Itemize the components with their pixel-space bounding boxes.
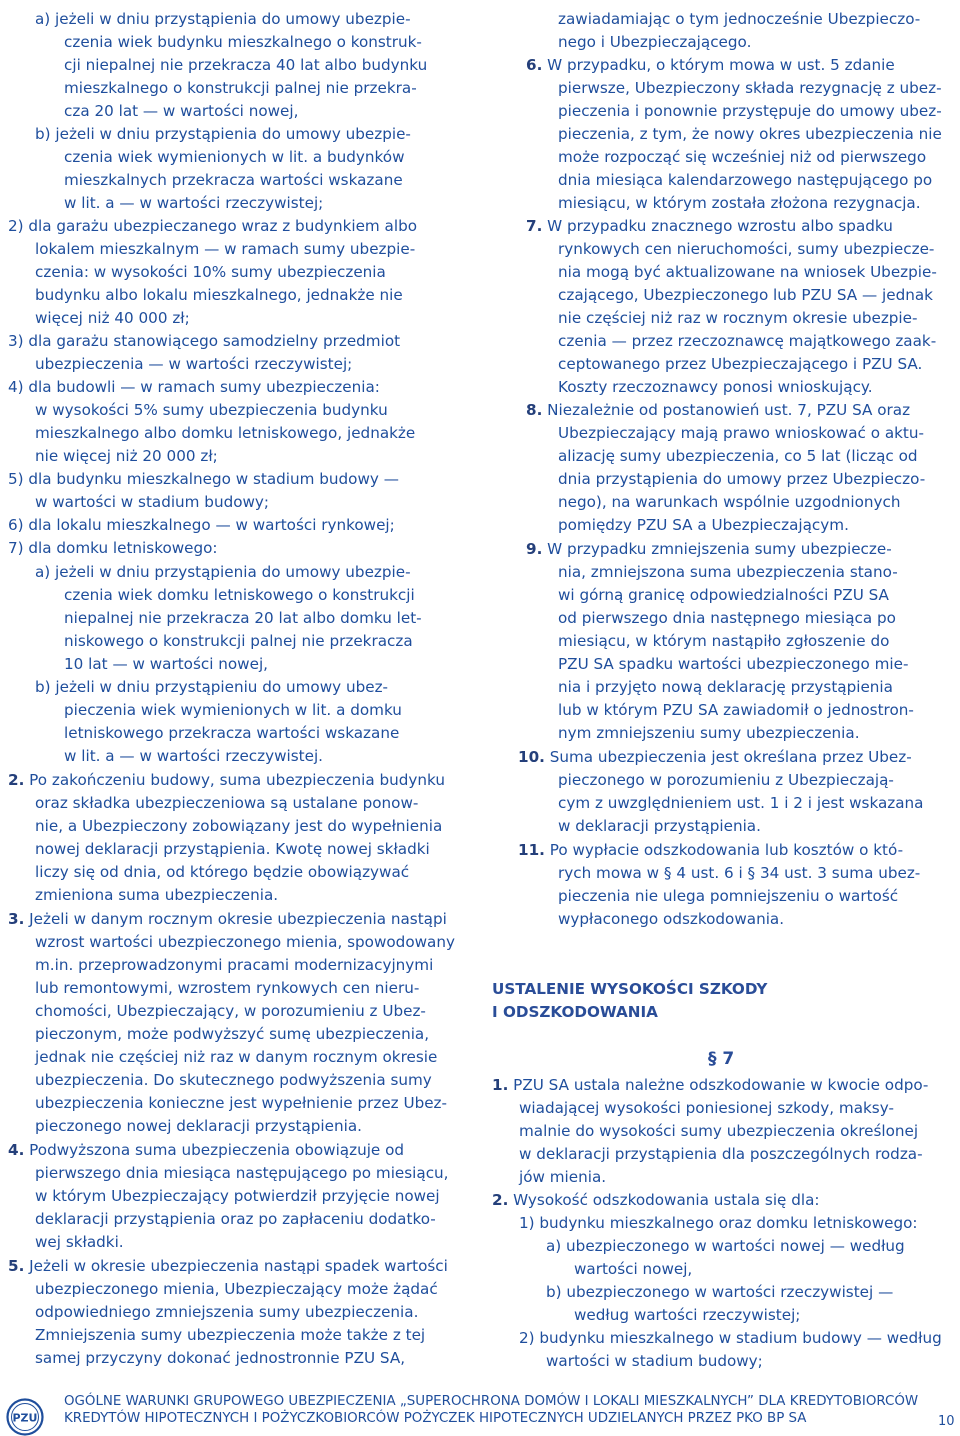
- line-text: W przypadku znacznego wzrostu albo spadku: [547, 217, 893, 235]
- line-text: Jeżeli w okresie ubezpieczenia nastąpi spadek wartości: [29, 1257, 448, 1275]
- text-line: [558, 676, 893, 699]
- text-line: [64, 699, 402, 722]
- line-text: pieczenia nie ulega pomniejszeniu o wartość: [558, 887, 899, 905]
- line-text: 5) dla budynku mieszkalnego w stadium budowy —: [8, 470, 399, 488]
- line-text: PZU SA spadku wartości ubezpieczonego mie-: [558, 655, 909, 673]
- text-line: [8, 769, 445, 792]
- text-line: [64, 77, 417, 100]
- text-line: [558, 100, 942, 123]
- line-text: rynkowych cen nieruchomości, sumy ubezpiecze-: [558, 240, 935, 258]
- line-text: ceptowanego przez Ubezpieczającego i PZU SA.: [558, 355, 923, 373]
- text-line: [558, 376, 873, 399]
- line-text: od pierwszego dnia następnego miesiąca po: [558, 609, 896, 627]
- text-line: [546, 1281, 893, 1304]
- text-line: [558, 146, 926, 169]
- line-text: ubezpieczenia — w wartości rzeczywistej;: [35, 355, 353, 373]
- text-line: [35, 1231, 124, 1254]
- text-line: [35, 307, 190, 330]
- line-text: 2) budynku mieszkalnego w stadium budowy — według: [519, 1329, 942, 1347]
- item-number: 7.: [526, 217, 543, 235]
- line-text: a) jeżeli w dniu przystąpienia do umowy ubezpie-: [35, 10, 411, 28]
- text-line: [64, 146, 405, 169]
- line-text: ubezpieczenia konieczne jest wypełnienie przez Ubez-: [35, 1094, 448, 1112]
- text-line: [35, 977, 419, 1000]
- line-text: wartości w stadium budowy;: [546, 1352, 763, 1370]
- line-text: liczy się od dnia, od którego będzie obowiązywać: [35, 863, 410, 881]
- text-line: [558, 8, 920, 31]
- text-line: [35, 284, 403, 307]
- line-text: w lit. a — w wartości rzeczywistej.: [64, 747, 323, 765]
- text-line: [35, 954, 433, 977]
- line-text: samej przyczyny dokonać jednostronnie PZU SA,: [35, 1349, 406, 1367]
- line-text: chomości, Ubezpieczający, w porozumieniu z Ubez-: [35, 1002, 426, 1020]
- text-line: [64, 192, 323, 215]
- text-line: [558, 123, 942, 146]
- line-text: letniskowego przekracza wartości wskazane: [64, 724, 400, 742]
- text-line: [35, 422, 415, 445]
- text-line: [35, 491, 269, 514]
- line-text: ubezpieczenia. Do skutecznego podwyższenia sumy: [35, 1071, 432, 1089]
- text-line: [519, 1143, 923, 1166]
- line-text: zmieniona suma ubezpieczenia.: [35, 886, 279, 904]
- line-text: Po wypłacie odszkodowania lub kosztów o któ-: [549, 841, 904, 859]
- line-text: b) ubezpieczonego w wartości rzeczywistej —: [546, 1283, 894, 1301]
- line-text: budynku albo lokalu mieszkalnego, jednakże nie: [35, 286, 403, 304]
- line-text: Koszty rzeczoznawcy ponosi wnioskujący.: [558, 378, 873, 396]
- text-line: [35, 1208, 436, 1231]
- line-text: cji niepalnej nie przekracza 40 lat albo budynku: [64, 56, 428, 74]
- line-text: dnia miesiąca kalendarzowego następującego po: [558, 171, 933, 189]
- line-text: pierwsze, Ubezpieczony składa rezygnację z ubez-: [558, 79, 942, 97]
- line-text: pieczenia wiek wymienionych w lit. a domku: [64, 701, 402, 719]
- line-text: m.in. przeprowadzonymi pracami modernizacyjnymi: [35, 956, 434, 974]
- text-line: [492, 1189, 820, 1212]
- text-line: [492, 1074, 928, 1097]
- line-text: ubezpieczonego mienia, Ubezpieczający może żądać: [35, 1280, 438, 1298]
- text-line: [558, 422, 924, 445]
- line-text: 4) dla budowli — w ramach sumy ubezpieczenia:: [8, 378, 380, 396]
- line-text: nym zmniejszeniu sumy ubezpieczenia.: [558, 724, 860, 742]
- line-text: lokalem mieszkalnym — w ramach sumy ubezpie-: [35, 240, 416, 258]
- line-text: 7) dla domku letniskowego:: [8, 539, 218, 557]
- line-text: 1) budynku mieszkalnego oraz domku letniskowego:: [519, 1214, 918, 1232]
- pzu-logo-icon: [6, 1398, 44, 1436]
- text-line: [64, 745, 323, 768]
- text-line: [64, 54, 427, 77]
- text-line: [8, 908, 447, 931]
- text-line: [558, 468, 925, 491]
- text-line: [558, 862, 920, 885]
- line-text: wartości nowej,: [574, 1260, 693, 1278]
- item-number: 5.: [8, 1257, 25, 1275]
- line-text: zawiadamiając o tym jednocześnie Ubezpieczo-: [558, 10, 921, 28]
- text-line: [64, 607, 422, 630]
- line-text: czenia — przez rzeczoznawcę majątkowego zaak-: [558, 332, 937, 350]
- line-text: wi górną granicę odpowiedzialności PZU SA: [558, 586, 889, 604]
- line-text: w wysokości 5% sumy ubezpieczenia budynku: [35, 401, 388, 419]
- text-line: [558, 169, 932, 192]
- line-text: w deklaracji przystąpienia dla poszczególnych rodza-: [519, 1145, 923, 1163]
- line-text: w deklaracji przystąpienia.: [558, 817, 761, 835]
- line-text: § 7: [708, 1049, 735, 1069]
- text-line: [35, 445, 218, 468]
- line-text: 3) dla garażu stanowiącego samodzielny przedmiot: [8, 332, 401, 350]
- text-line: [35, 1278, 438, 1301]
- text-line: [35, 123, 411, 146]
- line-text: więcej niż 40 000 zł;: [35, 309, 190, 327]
- text-line: [558, 192, 921, 215]
- text-line: [558, 261, 937, 284]
- line-text: czenia wiek budynku mieszkalnego o konstruk-: [64, 33, 422, 51]
- line-text: Po zakończeniu budowy, suma ubezpieczenia budynku: [29, 771, 445, 789]
- footer-title-line-2: KREDYTÓW HIPOTECZNYCH I POŻYCZKOBIORCÓW POŻYCZEK HIPOTECZNYCH UDZIELANYCH PRZEZ PKO BP SA: [64, 1411, 807, 1426]
- text-line: [558, 653, 908, 676]
- item-number: 2.: [492, 1191, 509, 1209]
- line-text: jów mienia.: [519, 1168, 607, 1186]
- text-line: [8, 376, 380, 399]
- text-line: [558, 353, 922, 376]
- line-text: miesiącu, w którym nastąpiło zgłoszenie do: [558, 632, 890, 650]
- line-text: czenia: w wysokości 10% sumy ubezpieczenia: [35, 263, 386, 281]
- line-text: nia mogą być aktualizowane na wniosek Ubezpie-: [558, 263, 937, 281]
- svg-text:PZU: PZU: [12, 1411, 38, 1425]
- text-line: [35, 1000, 426, 1023]
- text-line: [35, 8, 411, 31]
- text-line: [64, 100, 298, 123]
- line-text: wypłaconego odszkodowania.: [558, 910, 785, 928]
- line-text: w którym Ubezpieczający potwierdził przyjęcie nowej: [35, 1187, 440, 1205]
- text-line: [8, 215, 417, 238]
- line-text: czenia wiek wymienionych w lit. a budynków: [64, 148, 405, 166]
- text-line: [558, 699, 914, 722]
- text-line: [35, 815, 442, 838]
- text-line: [8, 330, 400, 353]
- line-text: według wartości rzeczywistej;: [574, 1306, 801, 1324]
- line-text: b) jeżeli w dniu przystąpieniu do umowy ubez-: [35, 678, 389, 696]
- section-heading: [492, 978, 767, 1001]
- line-text: Zmniejszenia sumy ubezpieczenia może także z tej: [35, 1326, 426, 1344]
- text-line: [526, 215, 893, 238]
- text-line: [518, 746, 912, 769]
- text-line: [35, 1092, 447, 1115]
- text-line: [558, 722, 860, 745]
- line-text: czenia wiek domku letniskowego o konstrukcji: [64, 586, 415, 604]
- line-text: PZU SA ustala należne odszkodowanie w kwocie odpo-: [513, 1076, 929, 1094]
- line-text: rych mowa w § 4 ust. 6 i § 34 ust. 3 suma ubez-: [558, 864, 921, 882]
- line-text: wiadającej wysokości poniesionej szkody, maksy-: [519, 1099, 894, 1117]
- line-text: malnie do wysokości sumy ubezpieczenia określonej: [519, 1122, 919, 1140]
- text-line: [558, 77, 942, 100]
- text-line: [64, 169, 403, 192]
- line-text: nia i przyjęto nową deklarację przystąpienia: [558, 678, 893, 696]
- line-text: pieczonego nowej deklaracji przystąpienia.: [35, 1117, 362, 1135]
- line-text: pierwszego dnia miesiąca następującego po miesiącu,: [35, 1164, 449, 1182]
- page-number: 10: [938, 1414, 955, 1429]
- text-line: [35, 861, 409, 884]
- text-line: [558, 445, 918, 468]
- line-text: wzrost wartości ubezpieczonego mienia, spowodowany: [35, 933, 455, 951]
- line-text: nie więcej niż 20 000 zł;: [35, 447, 218, 465]
- line-text: niskowego o konstrukcji palnej nie przekracza: [64, 632, 413, 650]
- text-line: [558, 815, 761, 838]
- text-line: [558, 607, 896, 630]
- text-line: [519, 1097, 894, 1120]
- line-text: Podwyższona suma ubezpieczenia obowiązuje od: [29, 1141, 405, 1159]
- text-line: [558, 491, 901, 514]
- line-text: nie częściej niż raz w rocznym okresie ubezpie-: [558, 309, 918, 327]
- text-line: [64, 630, 413, 653]
- line-text: 6) dla lokalu mieszkalnego — w wartości rynkowej;: [8, 516, 395, 534]
- text-line: [558, 307, 917, 330]
- line-text: jednak nie częściej niż raz w danym rocznym okresie: [35, 1048, 438, 1066]
- text-line: [558, 330, 936, 353]
- text-line: [558, 908, 784, 931]
- line-text: Wysokość odszkodowania ustala się dla:: [513, 1191, 820, 1209]
- line-text: odpowiedniego zmniejszenia sumy ubezpieczenia.: [35, 1303, 419, 1321]
- line-text: pieczonego w porozumieniu z Ubezpieczają-: [558, 771, 894, 789]
- text-line: [558, 584, 889, 607]
- line-text: mieszkalnego o konstrukcji palnej nie przekra-: [64, 79, 417, 97]
- text-line: [64, 722, 399, 745]
- text-line: [35, 1324, 425, 1347]
- item-number: 9.: [526, 540, 543, 558]
- text-line: [35, 1301, 418, 1324]
- text-line: [519, 1120, 918, 1143]
- item-number: 10.: [518, 748, 545, 766]
- line-text: USTALENIE WYSOKOŚCI SZKODY: [492, 980, 768, 998]
- line-text: wej składki.: [35, 1233, 124, 1251]
- page-footer: [0, 1386, 960, 1434]
- line-text: deklaracji przystąpienia oraz po zapłaceniu dodatko-: [35, 1210, 436, 1228]
- line-text: Niezależnie od postanowień ust. 7, PZU SA oraz: [547, 401, 911, 419]
- text-line: [574, 1304, 800, 1327]
- line-text: nowej deklaracji przystąpienia. Kwotę nowej składki: [35, 840, 430, 858]
- text-line: [35, 1115, 362, 1138]
- line-text: mieszkalnego albo domku letniskowego, jednakże: [35, 424, 416, 442]
- text-line: [64, 31, 422, 54]
- text-line: [526, 399, 910, 422]
- text-line: [8, 514, 395, 537]
- line-text: cza 20 lat — w wartości nowej,: [64, 102, 299, 120]
- text-line: [64, 584, 415, 607]
- item-number: 4.: [8, 1141, 25, 1159]
- text-line: [35, 561, 411, 584]
- item-number: 1.: [492, 1076, 509, 1094]
- line-text: czającego, Ubezpieczonego lub PZU SA — jednak: [558, 286, 933, 304]
- text-line: [519, 1327, 942, 1350]
- item-number: 11.: [518, 841, 545, 859]
- line-text: nego i Ubezpieczającego.: [558, 33, 752, 51]
- paragraph-heading: [708, 1048, 734, 1071]
- text-line: [35, 238, 415, 261]
- text-line: [558, 31, 751, 54]
- text-line: [35, 1069, 432, 1092]
- line-text: W przypadku, o którym mowa w ust. 5 zdanie: [547, 56, 895, 74]
- line-text: może rozpocząć się wcześniej niż od pierwszego: [558, 148, 927, 166]
- line-text: oraz składka ubezpieczeniowa są ustalane ponow-: [35, 794, 419, 812]
- text-line: [35, 1162, 449, 1185]
- line-text: Ubezpieczający mają prawo wnioskować o aktu-: [558, 424, 924, 442]
- text-line: [35, 399, 388, 422]
- line-text: Jeżeli w danym rocznym okresie ubezpieczenia nastąpi: [29, 910, 447, 928]
- line-text: I ODSZKODOWANIA: [492, 1003, 658, 1021]
- text-line: [35, 931, 455, 954]
- line-text: lub w którym PZU SA zawiadomił o jednostron-: [558, 701, 914, 719]
- text-line: [8, 468, 399, 491]
- line-text: nia, zmniejszona suma ubezpieczenia stano-: [558, 563, 898, 581]
- line-text: a) ubezpieczonego w wartości nowej — według: [546, 1237, 905, 1255]
- text-line: [574, 1258, 692, 1281]
- text-line: [35, 884, 278, 907]
- text-line: [558, 769, 894, 792]
- text-line: [35, 792, 418, 815]
- line-text: mieszkalnych przekracza wartości wskazane: [64, 171, 403, 189]
- text-line: [8, 537, 218, 560]
- line-text: pieczenia, z tym, że nowy okres ubezpieczenia nie: [558, 125, 942, 143]
- footer-title-line-1: OGÓLNE WARUNKI GRUPOWEGO UBEZPIECZENIA „SUPEROCHRONA DOMÓW I LOKALI MIESZKALNYCH” DLA KREDYTOBIORCÓW: [64, 1394, 919, 1409]
- line-text: w wartości w stadium budowy;: [35, 493, 270, 511]
- line-text: a) jeżeli w dniu przystąpienia do umowy ubezpie-: [35, 563, 411, 581]
- item-number: 6.: [526, 56, 543, 74]
- text-line: [558, 514, 849, 537]
- line-text: b) jeżeli w dniu przystąpienia do umowy ubezpie-: [35, 125, 411, 143]
- text-line: [519, 1166, 606, 1189]
- text-line: [546, 1350, 763, 1373]
- text-line: [64, 653, 268, 676]
- line-text: lub remontowymi, wzrostem rynkowych cen nieru-: [35, 979, 420, 997]
- line-text: alizację sumy ubezpieczenia, co 5 lat (licząc od: [558, 447, 918, 465]
- text-line: [526, 538, 892, 561]
- line-text: dnia przystąpienia do umowy przez Ubezpieczo-: [558, 470, 926, 488]
- text-line: [519, 1212, 918, 1235]
- text-line: [558, 792, 924, 815]
- text-line: [35, 1347, 405, 1370]
- line-text: nego), na warunkach wspólnie uzgodnionych: [558, 493, 901, 511]
- text-line: [35, 838, 430, 861]
- text-line: [526, 54, 895, 77]
- line-text: niepalnej nie przekracza 20 lat albo domku let-: [64, 609, 422, 627]
- line-text: Suma ubezpieczenia jest określana przez Ubez-: [549, 748, 912, 766]
- text-line: [558, 561, 898, 584]
- text-line: [558, 238, 934, 261]
- text-line: [35, 676, 388, 699]
- text-line: [8, 1255, 448, 1278]
- section-heading: [492, 1001, 658, 1024]
- line-text: nie, a Ubezpieczony zobowiązany jest do wypełnienia: [35, 817, 443, 835]
- line-text: W przypadku zmniejszenia sumy ubezpiecze-: [547, 540, 892, 558]
- text-line: [8, 1139, 404, 1162]
- text-line: [35, 1185, 440, 1208]
- text-line: [35, 1046, 437, 1069]
- text-line: [35, 1023, 429, 1046]
- line-text: miesiącu, w którym została złożona rezygnacja.: [558, 194, 921, 212]
- line-text: 2) dla garażu ubezpieczanego wraz z budynkiem albo: [8, 217, 418, 235]
- text-line: [35, 261, 386, 284]
- line-text: cym z uwzględnieniem ust. 1 i 2 i jest wskazana: [558, 794, 924, 812]
- line-text: pieczenia i ponownie przystępuje do umowy ubez-: [558, 102, 942, 120]
- text-line: [546, 1235, 905, 1258]
- item-number: 2.: [8, 771, 25, 789]
- line-text: pomiędzy PZU SA a Ubezpieczającym.: [558, 516, 849, 534]
- text-line: [558, 885, 898, 908]
- text-line: [558, 284, 933, 307]
- text-line: [518, 839, 903, 862]
- line-text: w lit. a — w wartości rzeczywistej;: [64, 194, 324, 212]
- line-text: 10 lat — w wartości nowej,: [64, 655, 268, 673]
- line-text: pieczonym, może podwyższyć sumę ubezpieczenia,: [35, 1025, 430, 1043]
- text-line: [35, 353, 352, 376]
- item-number: 8.: [526, 401, 543, 419]
- item-number: 3.: [8, 910, 25, 928]
- text-line: [558, 630, 889, 653]
